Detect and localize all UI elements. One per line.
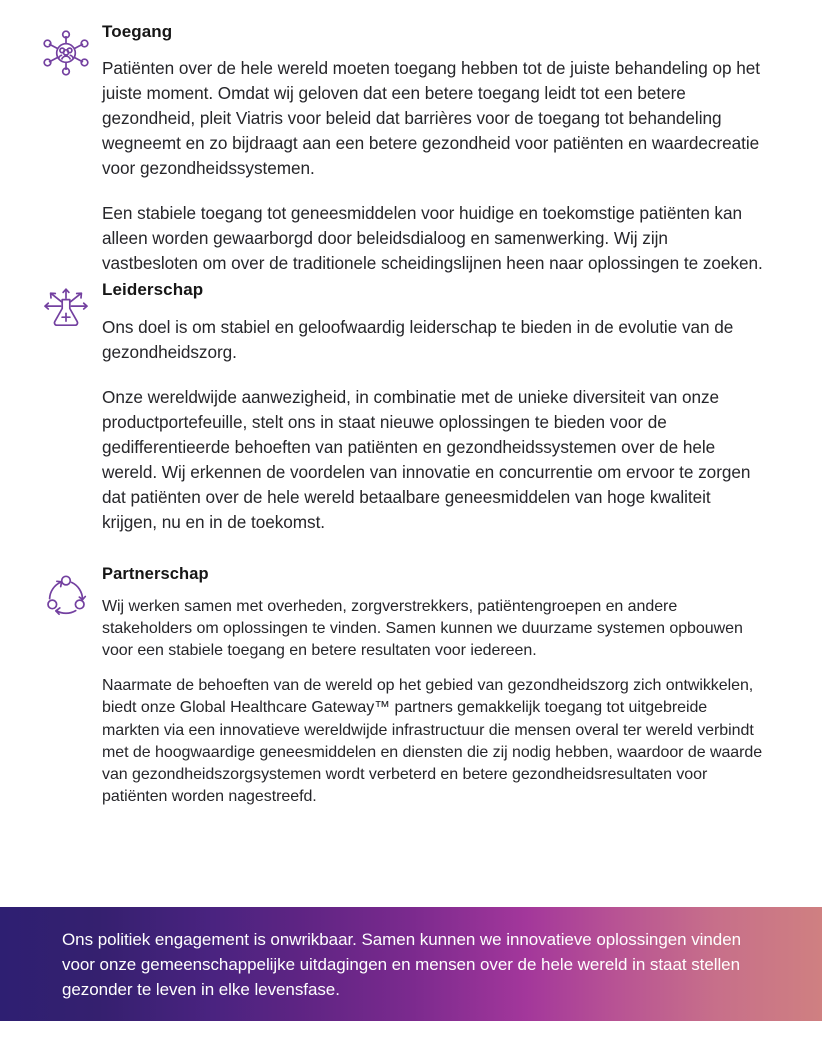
section-spacer [30,535,792,565]
text-column [102,280,792,534]
section-paragraph: Ons doel is om stabiel en geloofwaardig leiderschap te bieden in de evolutie van de gezondheidszorg. [102,316,734,362]
section-leiderschap [30,280,792,534]
icon-column [30,22,102,78]
section-paragraph: Naarmate de behoeften van de wereld op het gebied van gezondheidszorg zich ontwikkelen, biedt onze Global Healthcare Gateway™ partners gemakkelijk toegang tot uitgebreide markten via een innovatieve wereldwijde infrastructuur die mensen overal ter wereld verbindt met de hoogwaardige geneesmiddelen en diensten die zij nodig hebben, waardoor de waarde van gezondheidszorgsystemen wordt verbeterd en betere gezondheidsresultaten voor patiënten worden nagestreefd. [102,677,763,806]
section-partnerschap [30,565,792,822]
network-hub-people-icon [41,28,91,78]
text-column [102,565,792,822]
section-toegang [30,22,792,276]
text-column [102,22,792,276]
icon-column [30,565,102,621]
banner-text: Ons politiek engagement is onwrikbaar. Samen kunnen we innovatieve oplossingen vinden voor onze gemeenschappelijke uitdagingen en mensen over de hele wereld in staat stellen gezonder te leven in elke levensfase. [62,929,742,999]
section-heading-toegang: Toegang [102,22,173,41]
collaboration-cycle-icon [41,571,91,621]
section-heading-leiderschap: Leiderschap [102,280,204,300]
gradient-callout-banner [0,907,822,1021]
icon-column [30,280,102,336]
section-paragraph: Patiënten over de hele wereld moeten toegang hebben tot de juiste behandeling op het juiste moment. Omdat wij geloven dat een betere toegang leidt tot een betere gezondheid, pleit Viatris voor beleid dat barrières voor de toegang tot behandeling wegneemt en zo bijdraagt aan een betere gezondheid voor patiënten en waardecreatie voor gezondheidssystemen. [102,58,761,179]
section-heading-partnerschap: Partnerschap [102,564,209,583]
section-paragraph: Een stabiele toegang tot geneesmiddelen voor huidige en toekomstige patiënten kan alleen worden gewaarborgd door beleidsdialoog en samenwerking. Wij zijn vastbesloten om over de traditionele scheidingslijnen heen naar oplossingen te zoeken. [102,203,763,274]
section-paragraph: Wij werken samen met overheden, zorgverstrekkers, patiëntengroepen en andere stakeholders om oplossingen te vinden. Samen kunnen we duurzame systemen opbouwen voor een stabiele toegang en betere resultaten voor iedereen. [102,597,743,659]
flask-innovation-arrows-icon [41,286,91,336]
section-paragraph: Onze wereldwijde aanwezigheid, in combinatie met de unieke diversiteit van onze productportefeuille, stelt ons in staat nieuwe oplossingen te bieden voor de gedifferentieerde behoeften van patiënten en gezondheidssystemen over de hele wereld. Wij erkennen de voordelen van innovatie en concurrentie om ervoor te zorgen dat patiënten over de hele wereld betaalbare geneesmiddelen van hoge kwaliteit krijgen, nu en in de toekomst. [102,386,751,532]
